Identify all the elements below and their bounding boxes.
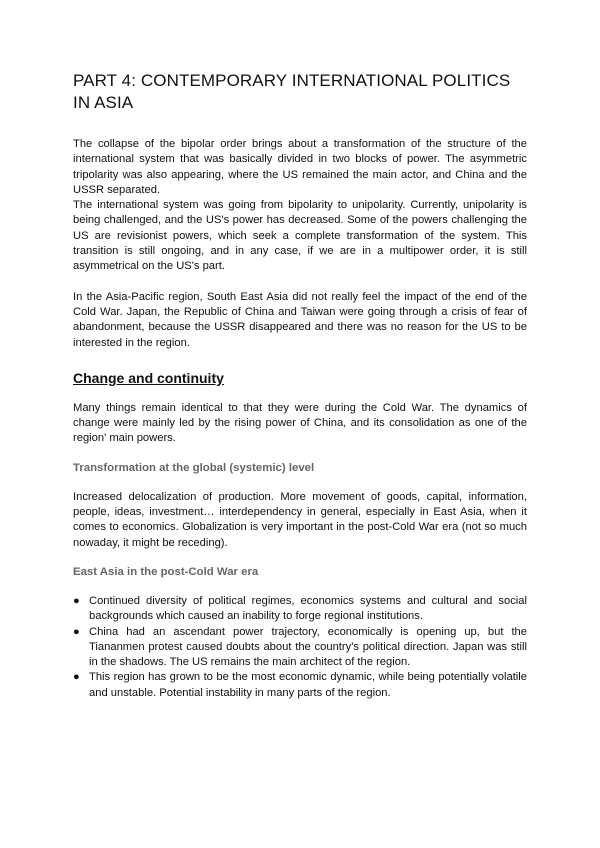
intro-paragraph-1: The collapse of the bipolar order brings about a transformation of the structure of the international system that was basically divided in two blocks of power. The asymmetric tripolarity was also appearing, where the US remained the main actor, and China and the USSR separated. xyxy=(73,138,527,196)
section-paragraph: Many things remain identical to that they were during the Cold War. The dynamics of change were mainly led by the rising power of China, and its consolidation as one of the region' main powers. xyxy=(73,401,527,445)
subsection-heading-east-asia: East Asia in the post-Cold War era xyxy=(73,565,259,578)
list-item xyxy=(73,670,527,701)
paragraph-gap xyxy=(73,275,527,290)
list-item-text: China had an ascendant power trajectory, economically is opening up, but the Tiananmen protest caused doubts about the country's political direction. Japan was still in the shadows. The US remains the main architect of the region. xyxy=(89,625,527,669)
subsection-heading-global-level: Transformation at the global (systemic) level xyxy=(73,461,315,474)
intro-paragraph-3: In the Asia-Pacific region, South East Asia did not really feel the impact of the end of the Cold War. Japan, the Republic of China and Taiwan were going through a crisis of fear of abandonment, because the USSR disappeared and there was no reason for the US to be interested in the region. xyxy=(73,290,527,349)
bullet-icon: ● xyxy=(73,625,80,638)
page-title: PART 4: CONTEMPORARY INTERNATIONAL POLITICS IN ASIA xyxy=(73,71,511,112)
list-item-text: This region has grown to be the most economic dynamic, while being potentially volatile and unstable. Potential instability in many parts of the region. xyxy=(89,671,527,699)
subsection-paragraph: Increased delocalization of production. More movement of goods, capital, information, people, ideas, investment… interdependency in general, especially in East Asia, when it comes to economics. Globalization is very important in the post-Cold War era (not so much nowaday, it might be receding). xyxy=(73,490,527,549)
bullet-icon: ● xyxy=(73,671,80,684)
bullet-icon: ● xyxy=(73,594,80,607)
bullet-list xyxy=(73,594,527,701)
list-item-text: Continued diversity of political regimes, economics systems and cultural and social backgrounds which caused an inability to forge regional institutions. xyxy=(89,594,527,623)
document-page xyxy=(73,70,527,701)
list-item xyxy=(73,594,527,625)
intro-paragraph-2: The international system was going from bipolarity to unipolarity. Currently, unipolarity is being challenged, and the US's power has decreased. Some of the powers challenging the US are revisionist powers, which seek a complete transformation of the system. This transition is still ongoing, and in any case, if we are in a multipower order, it is still asymmetrical on the US's part. xyxy=(73,199,527,273)
section-heading-change-continuity: Change and continuity xyxy=(73,369,224,386)
list-item xyxy=(73,625,527,671)
